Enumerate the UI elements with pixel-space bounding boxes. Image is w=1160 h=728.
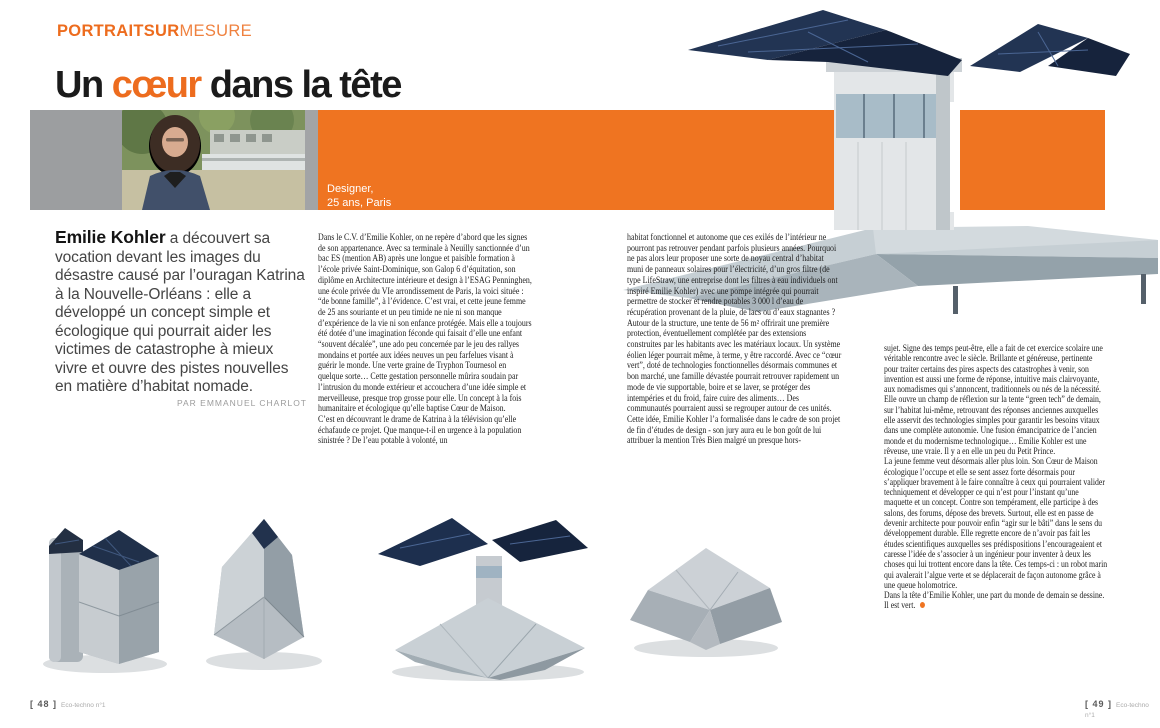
article-end-icon [920,602,925,608]
gray-block-left [30,110,122,210]
designer-name: Emilie Kohler [55,227,166,247]
render-deployed-unit [360,500,595,685]
title-post: dans la tête [200,64,401,106]
article-column-3-text [884,344,1108,612]
gray-divider-strip [305,110,318,210]
article-column-2-text: habitat fonctionnel et autonome que ces exilés de l’intérieur ne pourront pas retrouver pendant parfois plusieurs années. Pourquoi ne pas alors leur proposer une sorte de noyau central d’habitat muni de panneaux solaires pour l’électricité, d’un gros filtre (de type LifeStraw, une entreprise dont les filtres à eau individuels ont inspiré Emilie Kohler) avec une pompe intégrée qui pourrait permettre de stocker et rendre potables 3 000 l d’eau de récupération provenant de la pluie, de lacs ou d’eaux stagnantes ? Autour de la structure, une tente de 56 m² offrirait une première protection, éventuellement complétée par des extensions construites par les habitants avec les matériaux locaux. Un système éolien léger pourrait même, à terme, y être raccordé. Avec ce “cœur vert”, doté de technologies fonctionnelles désormais communes et bon marché, une famille dévastée pourrait retrouver rapidement un mode de vie supportable, boire et se laver, se protéger des intempéries et du froid, faire cuire des aliments… Des communautés pourraient aussi se regrouper autour de ces unités. Cette idée, Emilie Kohler l’a formalisée dans le cadre de son projet de fin d’études de design - son jury aura eu le bon goût de lui attribuer la mention Très Bien malgré un presque hors- [627,233,842,447]
article-column-1-text: Dans le C.V. d’Emilie Kohler, on ne repère d’abord que les signes de son appartenance. Avec sa terminale à Neuilly sanctionnée d’un bac ES (mention AB) après une longue et paisible formation à l’école privée Saint-Dominique, son Galop 6 d’équitation, son diplôme en Architecture intérieure et design à l’ESAG Penninghen, une école privée du VIe arrondissement de Paris, la voici située : “de bonne famille”, à l’évidence. C’est vrai, et cette jeune femme de 25 ans souriante et un peu timide ne nie ni son manque d’expérience de la vie ni son enfance protégée. Mais elle a toujours été dotée d’une imagination féconde qui faisait d’elle une enfant “souvent décalée”, une ado peu concernée par le jeu des rallyes mondains et portée aux idées neuves un peu farfelues visant à guérir le monde. Une verte graine de Tryphon Tournesol en quelque sorte… Cette gestation personnelle mûrira soudain par l’intrusion du monde extérieur et accouchera d’une idée simple et merveilleuse, presque trop grosse pour elle. Un concept à la fois humanitaire et écologique qu’elle baptise Cœur de Maison. C’est en découvrant le drame de Katrina à la télévision qu’elle échafaude ce projet. Que manque-t-il en urgence à la population sinistrée ? De l’eau potable à volonté, un [318,233,532,447]
portrait-photo [122,110,305,210]
footer-right [1085,699,1160,719]
title-pre: Un [55,64,112,106]
article-column-3 [884,344,1108,700]
footer-left [30,699,106,709]
author-byline: PAR EMMANUEL CHARLOT [176,398,307,408]
intro-lead [55,228,307,397]
title-highlight: cœur [111,64,201,106]
page-number-left: [ 48 ] [30,699,58,709]
magazine-name-left: Eco-techno n°1 [61,702,106,709]
section-kicker [57,22,252,41]
page-number-right: [ 49 ] [1085,699,1113,709]
kicker-part-portrait: PORTRAIT [57,22,144,40]
magazine-name-right: Eco-techno n°1 [1085,702,1149,719]
render-closed-pods [35,512,175,680]
photo-caption: Designer, 25 ans, Paris [327,183,392,209]
kicker-part-mesure: MESURE [179,22,252,40]
article-column-1 [318,233,533,511]
intro-text: a découvert sa vocation devant les images du désastre causé par l’ouragan Katrina à la Nouvelle-Orléans : elle a développé un concept simple et écologique qui pourrait aider les victimes de catastrophe à mieux vivre et ouvre des pistes nouvelles en matière d’habitat nomade. [55,230,305,395]
render-folding-pod [192,505,337,677]
article-title [55,64,401,107]
article-column-2 [627,233,842,511]
article-column-3-body: sujet. Signe des temps peut-être, elle a fait de cet exercice scolaire une véritable rencontre avec le siècle. Brillante et généreuse, pertinente pour traiter certains des pires aspects des catastrophes à venir, son invention est aussi une forme de réponse, intuitive mais clairvoyante, aux nomadismes qui s’annoncent, traditionnels ou nés de la nécessité. Elle ouvre un champ de réflexion sur la tente “green tech” de demain, sur l’habitat lui-même, retrouvant des réponses anciennes auxquelles elle asservit des technologies simples pour garantir les besoins vitaux dans une complète autonomie. Une fusion émancipatrice de l’ancien monde et du modernisme technologique… Emilie Kohler est une rêveuse, une vraie. Il y a en elle un peu du Petit Prince. La jeune femme veut désormais aller plus loin. Son Cœur de Maison écologique l’occupe et elle se sent assez forte désormais pour s’appliquer bravement à le faire connaître à ceux qui pourraient valider techniquement et développer ce qui n’est pour l’instant qu’une maquette et un concept. Contre son tempérament, elle participe à des salons, des forums, dépose des brevets. Surtout, elle est en passe de devenir architecte pour pouvoir enfin “agir sur le bâti” dans le sens du développement durable. Elle regrette encore de n’avoir pas fait les études scientifiques auxquelles ses prédispositions l’encourageaient et caresse l’idée de s’associer à un ingénieur pour inventer à deux les choses qui lui trottent encore dans la tête. Ces temps-ci : un robot marin qui avalerait l’algue verte et se déplacerait de façon autonome grâce à une queue holomotrice. Dans la tête d’Emilie Kohler, une part du monde de demain se dessine. Il est vert. [884,344,1108,612]
render-transport-unit [618,508,793,668]
kicker-part-sur: SUR [143,22,180,40]
